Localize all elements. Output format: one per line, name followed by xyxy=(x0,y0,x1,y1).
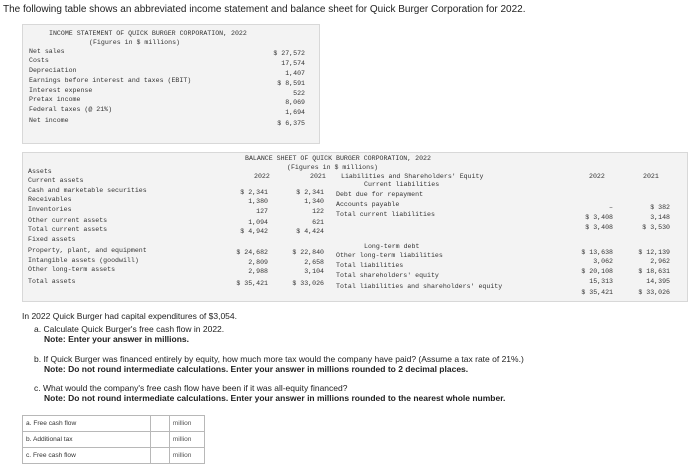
answer-row-c xyxy=(23,448,205,464)
liability-value-2022: 3,062 xyxy=(593,258,613,265)
income-row-value: 17,574 xyxy=(281,60,305,67)
intro-text: The following table shows an abbreviated income statement and balance sheet for Quick Burger Corporation for 2022. xyxy=(3,4,526,15)
asset-value-2021: $ 2,341 xyxy=(296,189,324,196)
liability-value-2021: $ 18,631 xyxy=(638,268,670,275)
liability-value-2021: $ 382 xyxy=(650,204,670,211)
answer-table xyxy=(22,415,205,464)
asset-row-label: Other current assets xyxy=(28,217,108,224)
liability-value-2022: $ 13,638 xyxy=(581,249,613,256)
income-row-label: Pretax income xyxy=(29,96,81,103)
balance-sheet-subtitle: (Figures in $ millions) xyxy=(287,164,379,171)
asset-value-2021: 3,104 xyxy=(304,268,324,275)
liability-row-label: Long-term debt xyxy=(364,243,420,250)
income-row-value: 1,694 xyxy=(285,109,305,116)
asset-value-2022: $ 2,341 xyxy=(240,189,268,196)
liability-row-label: Total liabilities xyxy=(336,262,404,269)
liability-row-label: Debt due for repayment xyxy=(336,191,424,198)
capex-text: In 2022 Quick Burger had capital expenditures of $3,054. xyxy=(22,311,238,321)
income-row-value: $ 8,591 xyxy=(277,80,305,87)
asset-row-label: Inventories xyxy=(28,206,72,213)
answer-cell xyxy=(150,432,169,448)
asset-row-label: Current assets xyxy=(28,177,84,184)
liability-value-2021: 3,148 xyxy=(650,214,670,221)
income-row-label: Earnings before interest and taxes (EBIT) xyxy=(29,77,192,84)
liabilities-header: Liabilities and Shareholders' Equity xyxy=(341,173,484,180)
asset-value-2022: $ 4,942 xyxy=(240,228,268,235)
income-statement-title: INCOME STATEMENT OF QUICK BURGER CORPORATION, 2022 xyxy=(49,30,247,37)
all-equity-free-cash-flow-input[interactable] xyxy=(151,448,169,463)
asset-value-2022: 2,988 xyxy=(248,268,268,275)
asset-row-label: Intangible assets (goodwill) xyxy=(28,257,139,264)
income-row-label: Net sales xyxy=(29,48,65,55)
asset-row-label: Total current assets xyxy=(28,226,108,233)
income-row-label: Net income xyxy=(29,117,69,124)
asset-value-2021: $ 4,424 xyxy=(296,228,324,235)
income-row-value: $ 6,375 xyxy=(277,120,305,127)
income-row-label: Depreciation xyxy=(29,67,77,74)
asset-value-2022: 2,809 xyxy=(248,259,268,266)
income-row-label: Interest expense xyxy=(29,87,93,94)
asset-value-2021: 2,658 xyxy=(304,259,324,266)
liability-value-2022: – xyxy=(609,204,613,211)
asset-row-label: Cash and marketable securities xyxy=(28,187,147,194)
liability-value-2022: $ 20,108 xyxy=(581,268,613,275)
liability-row-label: Total current liabilities xyxy=(336,211,435,218)
liability-value-2022: $ 3,408 xyxy=(585,224,613,231)
answer-unit: million xyxy=(169,416,204,432)
answer-unit: million xyxy=(169,432,204,448)
balance-sheet-title: BALANCE SHEET OF QUICK BURGER CORPORATION, 2022 xyxy=(245,155,431,162)
asset-value-2022: $ 24,682 xyxy=(236,249,268,256)
liability-row-label: Total liabilities and shareholders' equity xyxy=(336,283,503,290)
asset-value-2022: 127 xyxy=(256,208,268,215)
question-c: c. What would the company's free cash flow have been if it was all-equity financed? xyxy=(34,383,348,393)
free-cash-flow-input[interactable] xyxy=(151,416,169,431)
question-b: b. If Quick Burger was financed entirely by equity, how much more tax would the company have paid? (Assume a tax rate of 21%.) xyxy=(34,354,524,364)
answer-label: a. Free cash flow xyxy=(23,416,151,432)
assets-header: Assets xyxy=(28,168,52,175)
asset-value-2022: 1,380 xyxy=(248,198,268,205)
asset-value-2021: 122 xyxy=(312,208,324,215)
liability-value-2022: 15,313 xyxy=(589,278,613,285)
liability-value-2022: $ 35,421 xyxy=(581,289,613,296)
answer-label: c. Free cash flow xyxy=(23,448,151,464)
question-a: a. Calculate Quick Burger's free cash flow in 2022. xyxy=(34,324,225,334)
liability-value-2021: 14,395 xyxy=(646,278,670,285)
liabilities-year-2022: 2022 xyxy=(589,173,605,180)
asset-row-label: Other long-term assets xyxy=(28,266,116,273)
assets-year-2022: 2022 xyxy=(254,173,270,180)
asset-value-2021: 621 xyxy=(312,219,324,226)
liability-value-2021: $ 12,139 xyxy=(638,249,670,256)
liability-value-2021: $ 3,530 xyxy=(642,224,670,231)
liability-row-label: Total shareholders' equity xyxy=(336,272,439,279)
question-c-note: Note: Do not round intermediate calculations. Enter your answer in millions rounded to the nearest whole number. xyxy=(44,393,506,403)
question-a-note: Note: Enter your answer in millions. xyxy=(44,334,189,344)
asset-row-label: Fixed assets xyxy=(28,236,76,243)
assets-year-2021: 2021 xyxy=(310,173,326,180)
asset-row-label: Property, plant, and equipment xyxy=(28,247,147,254)
asset-value-2021: $ 33,026 xyxy=(292,280,324,287)
question-b-note: Note: Do not round intermediate calculations. Enter your answer in millions rounded to 2 decimal places. xyxy=(44,364,469,374)
answer-row-b xyxy=(23,432,205,448)
income-row-label: Costs xyxy=(29,57,49,64)
liability-row-label: Accounts payable xyxy=(336,201,400,208)
answer-unit: million xyxy=(169,448,204,464)
liability-value-2021: 2,962 xyxy=(650,258,670,265)
additional-tax-input[interactable] xyxy=(151,432,169,447)
answer-row-a xyxy=(23,416,205,432)
liability-value-2021: $ 33,026 xyxy=(638,289,670,296)
answer-cell xyxy=(150,448,169,464)
answer-cell xyxy=(150,416,169,432)
asset-value-2021: $ 22,840 xyxy=(292,249,324,256)
asset-row-label: Receivables xyxy=(28,196,72,203)
income-row-label: Federal taxes (@ 21%) xyxy=(29,106,113,113)
liabilities-year-2021: 2021 xyxy=(643,173,659,180)
asset-row-label: Total assets xyxy=(28,278,76,285)
asset-value-2022: $ 35,421 xyxy=(236,280,268,287)
income-row-value: 1,407 xyxy=(285,70,305,77)
income-statement-subtitle: (Figures in $ millions) xyxy=(89,39,181,46)
liability-value-2022: $ 3,408 xyxy=(585,214,613,221)
asset-value-2022: 1,094 xyxy=(248,219,268,226)
liability-row-label: Other long-term liabilities xyxy=(336,252,443,259)
income-row-value: $ 27,572 xyxy=(273,50,305,57)
liability-row-label: Current liabilities xyxy=(364,181,440,188)
answer-label: b. Additional tax xyxy=(23,432,151,448)
income-row-value: 522 xyxy=(293,90,305,97)
income-row-value: 8,069 xyxy=(285,99,305,106)
asset-value-2021: 1,340 xyxy=(304,198,324,205)
